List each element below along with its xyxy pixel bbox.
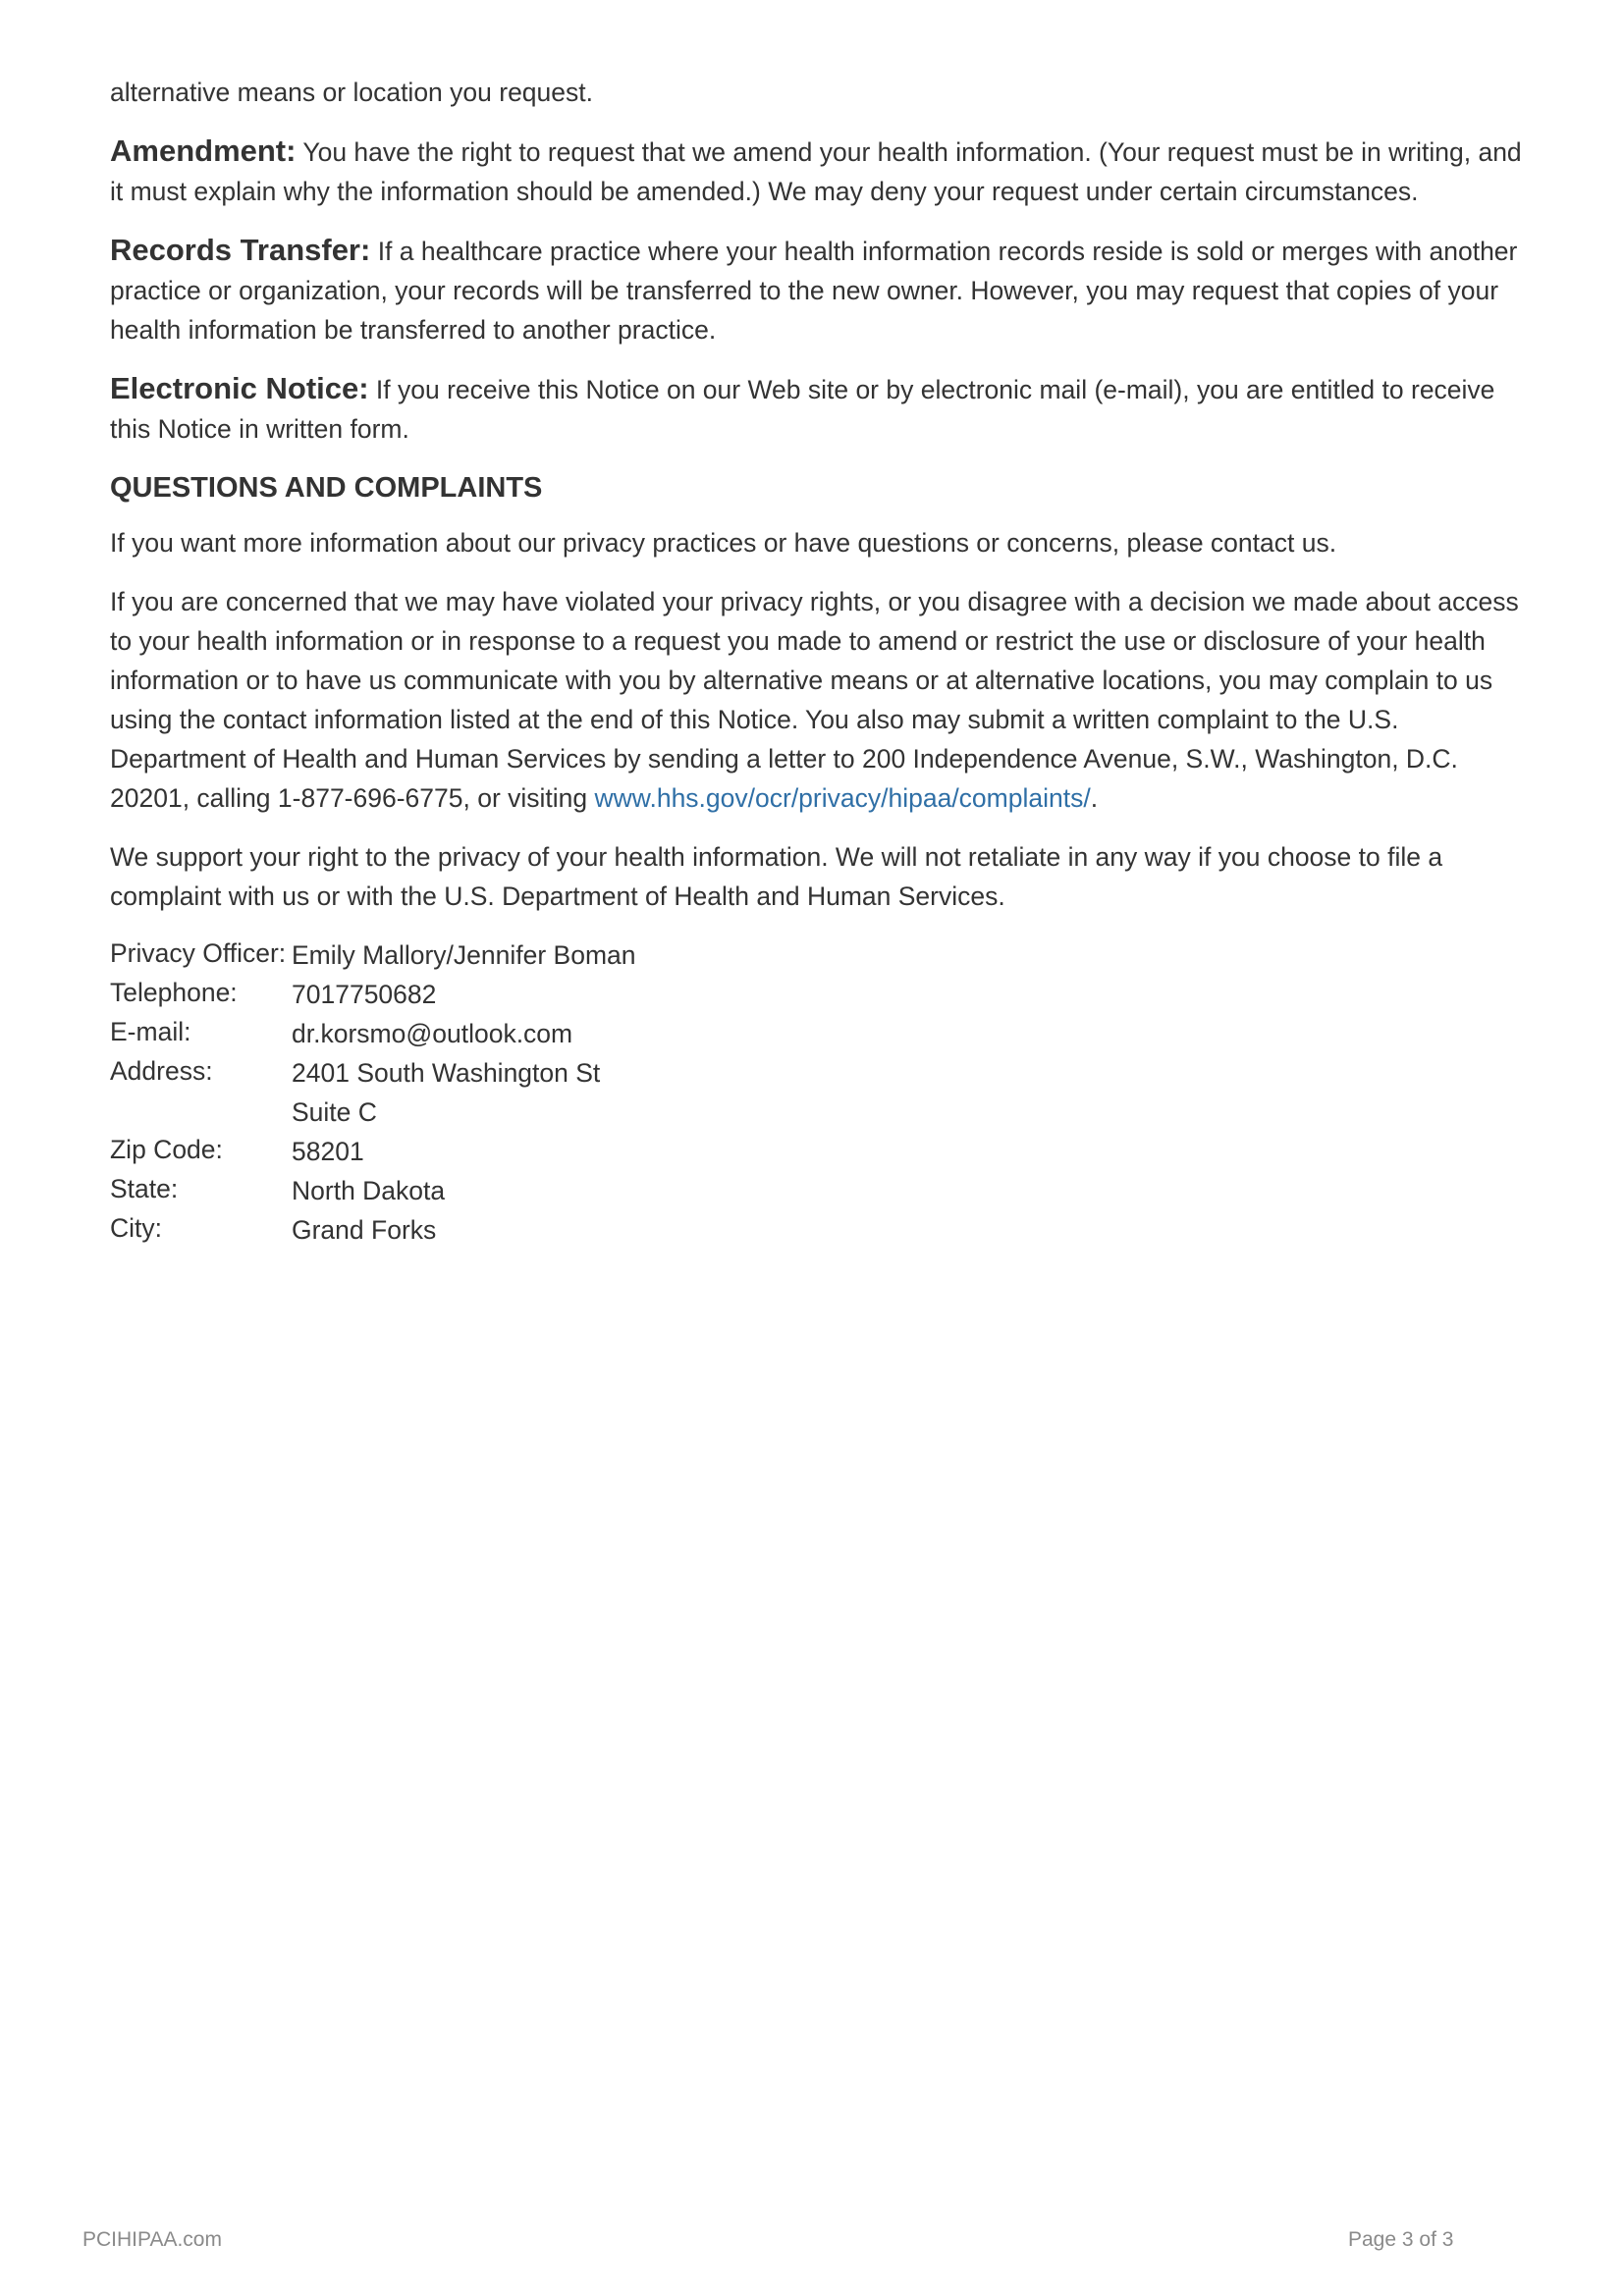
questions-paragraph-1: If you want more information about our privacy practices or have questions or concerns, please contact us. — [110, 528, 1337, 558]
records-transfer-paragraph — [110, 231, 1528, 349]
address-label: Address: — [110, 1056, 213, 1086]
questions-paragraph-2 — [110, 582, 1528, 818]
hhs-complaints-link[interactable]: www.hhs.gov/ocr/privacy/hipaa/complaints/ — [594, 783, 1091, 813]
footer-page-number: Page 3 of 3 — [1348, 2228, 1454, 2251]
address-label-empty — [110, 1091, 292, 1130]
electronic-notice-term: Electronic Notice: — [110, 371, 369, 405]
contact-row-telephone — [110, 975, 636, 1014]
address-line-1: 2401 South Washington St — [292, 1058, 601, 1088]
electronic-notice-text: If you receive this Notice on our Web site or by electronic mail (e-mail), you are entitled to receive this Notice in written form. — [110, 375, 1495, 444]
contact-row-email — [110, 1014, 636, 1053]
contact-row-address — [110, 1053, 636, 1093]
city-label: City: — [110, 1213, 162, 1243]
contact-row-zip — [110, 1132, 636, 1171]
footer-site-name: PCIHIPAA.com — [82, 2228, 222, 2251]
questions-heading: QUESTIONS AND COMPLAINTS — [110, 472, 543, 504]
complaint-text: If you are concerned that we may have violated your privacy rights, or you disagree with a decision we made about access to your health information or in response to a request you made to amend or restrict the use or disclosure of your health information or to have us communicate with you by alternative means or at alternative locations, you may complain to us using the contact information listed at the end of this Notice. You also may submit a written complaint to the U.S. Department of Health and Human Services by sending a letter to 200 Independence Avenue, S.W., Washington, D.C. 20201, calling 1-877-696-6775, or visiting — [110, 587, 1519, 813]
amendment-paragraph — [110, 132, 1528, 211]
state-label: State: — [110, 1174, 179, 1203]
electronic-notice-paragraph — [110, 369, 1528, 449]
telephone-value: 7017750682 — [292, 980, 437, 1009]
address-line-2: Suite C — [292, 1097, 377, 1127]
records-transfer-term: Records Transfer: — [110, 233, 371, 267]
amendment-text: You have the right to request that we amend your health information. (Your request must be in writing, and it must explain why the information should be amended.) We may deny your request under certain circumstances. — [110, 137, 1522, 206]
intro-tail-paragraph: alternative means or location you request. — [110, 78, 593, 107]
contact-row-address-2 — [110, 1093, 636, 1132]
amendment-term: Amendment: — [110, 133, 297, 168]
document-body — [110, 73, 1528, 1250]
email-label: E-mail: — [110, 1017, 191, 1046]
telephone-label: Telephone: — [110, 978, 238, 1007]
zip-value: 58201 — [292, 1137, 364, 1166]
city-value: Grand Forks — [292, 1215, 437, 1245]
questions-paragraph-3: We support your right to the privacy of your health information. We will not retaliate in any way if you choose to file a complaint with us or with the U.S. Department of Health and Human Services. — [110, 842, 1443, 911]
zip-label: Zip Code: — [110, 1135, 223, 1164]
records-transfer-text: If a healthcare practice where your health information records reside is sold or merges with another practice or organization, your records will be transferred to the new owner. However, you may request that copies of your health information be transferred to another practice. — [110, 237, 1518, 345]
email-value: dr.korsmo@outlook.com — [292, 1019, 573, 1048]
contact-row-state — [110, 1171, 636, 1210]
complaint-text-end: . — [1090, 783, 1099, 813]
contact-row-city — [110, 1210, 636, 1250]
state-value: North Dakota — [292, 1176, 446, 1205]
contact-info-table — [110, 935, 636, 1250]
contact-row-privacy-officer — [110, 935, 636, 975]
privacy-officer-label: Privacy Officer: — [110, 938, 287, 968]
privacy-officer-value: Emily Mallory/Jennifer Boman — [292, 940, 636, 970]
